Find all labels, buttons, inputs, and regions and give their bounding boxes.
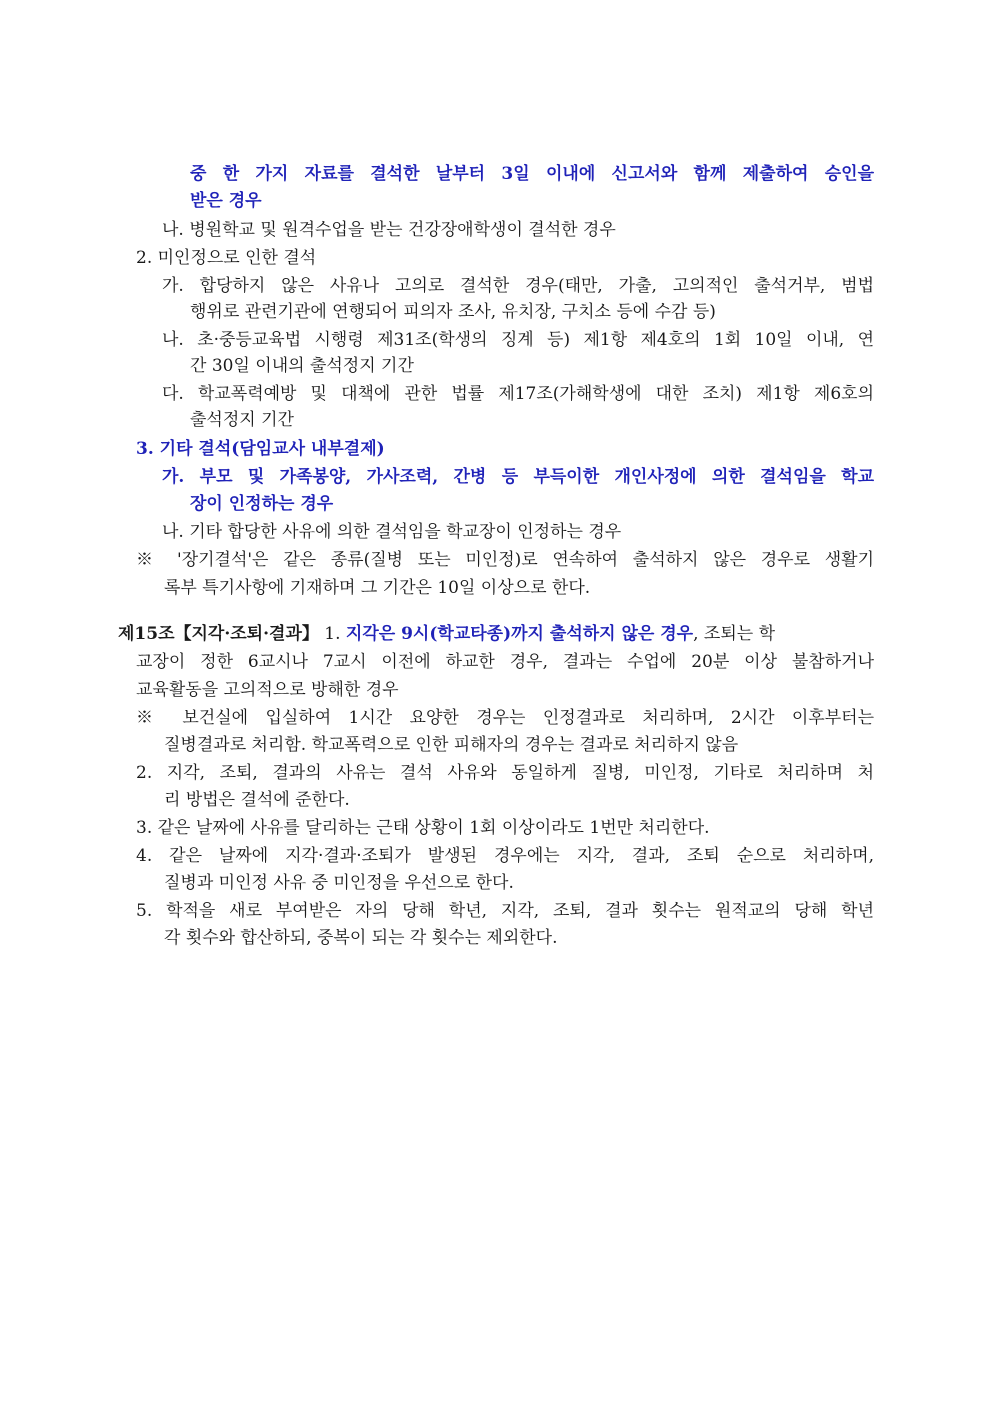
- section-3-item-ga-line-2: 장이 인정하는 경우: [190, 494, 334, 514]
- section-2-heading: 2. 미인정으로 인한 결석: [136, 248, 317, 268]
- section-2-item-na-line-2: 간 30일 이내의 출석정지 기간: [190, 356, 414, 376]
- continued-item-line-2: 받은 경우: [190, 191, 262, 211]
- section-2-item-da-line-1: 다. 학교폭력예방 및 대책에 관한 법률 제17조(가해학생에 대한 조치) 제1항 제6호의: [162, 384, 874, 404]
- section-2-item-da-line-2: 출석정지 기간: [190, 410, 294, 430]
- section-3-item-ga-line-1: 가. 부모 및 가족봉양, 가사조력, 간병 등 부득이한 개인사정에 의한 결석임을 학교: [162, 467, 874, 487]
- health-room-note-line-1: ※ 보건실에 입실하여 1시간 요양한 경우는 인정결과로 처리하며, 2시간 이후부터는: [136, 708, 874, 728]
- health-room-note-line-2: 질병결과로 처리함. 학교폭력으로 인한 피해자의 경우는 결과로 처리하지 않음: [164, 735, 739, 755]
- section-3-item-na: 나. 기타 합당한 사유에 의한 결석임을 학교장이 인정하는 경우: [162, 522, 622, 542]
- article-15-p1-line-3: 교육활동을 고의적으로 방해한 경우: [136, 680, 399, 700]
- article-15-p5-line-2: 각 횟수와 합산하되, 중복이 되는 각 횟수는 제외한다.: [164, 928, 558, 948]
- article-15-label: 제15조【지각·조퇴·결과】: [118, 624, 319, 644]
- article-15-p3: 3. 같은 날짜에 사유를 달리하는 근태 상황이 1회 이상이라도 1번만 처리한다.: [136, 818, 710, 838]
- article-15-p1-line-2: 교장이 정한 6교시나 7교시 이전에 하교한 경우, 결과는 수업에 20분 이상 불참하거나: [136, 652, 874, 672]
- continued-item-line-1: 중 한 가지 자료를 결석한 날부터 3일 이내에 신고서와 함께 제출하여 승인을: [190, 164, 874, 184]
- article-15-p2-line-1: 2. 지각, 조퇴, 결과의 사유는 결석 사유와 동일하게 질병, 미인정, 기타로 처리하며 처: [136, 763, 874, 783]
- article-15-p5-line-1: 5. 학적을 새로 부여받은 자의 당해 학년, 지각, 조퇴, 결과 횟수는 원적교의 당해 학년: [136, 901, 874, 921]
- section-2-item-ga-line-2: 행위로 관련기관에 연행되어 피의자 조사, 유치장, 구치소 등에 수감 등): [190, 302, 716, 322]
- article-15-p4-line-1: 4. 같은 날짜에 지각·결과·조퇴가 발생된 경우에는 지각, 결과, 조퇴 순으로 처리하며,: [136, 846, 874, 866]
- article-15-p1-rest: , 조퇴는 학: [693, 624, 776, 644]
- article-15-p4-line-2: 질병과 미인정 사유 중 미인정을 우선으로 한다.: [164, 873, 514, 893]
- long-absence-note-line-2: 록부 특기사항에 기재하며 그 기간은 10일 이상으로 한다.: [164, 578, 591, 598]
- item-hospital-school: 나. 병원학교 및 원격수업을 받는 건강장애학생이 결석한 경우: [162, 220, 616, 240]
- article-15-p2-line-2: 리 방법은 결석에 준한다.: [164, 790, 350, 810]
- article-15-p1-number: 1.: [324, 624, 341, 644]
- article-15-p1-emphasis: 지각은 9시(학교타종)까지 출석하지 않은 경우: [345, 624, 694, 644]
- section-2-item-ga-line-1: 가. 합당하지 않은 사유나 고의로 결석한 경우(태만, 가출, 고의적인 출석거부, 범법: [162, 276, 874, 296]
- section-2-item-na-line-1: 나. 초·중등교육법 시행령 제31조(학생의 징계 등) 제1항 제4호의 1회 10일 이내, 연: [162, 330, 874, 350]
- article-15-line-1: [118, 621, 874, 647]
- section-3-heading: 3. 기타 결석(담임교사 내부결제): [136, 439, 385, 459]
- long-absence-note-line-1: ※ '장기결석'은 같은 종류(질병 또는 미인정)로 연속하여 출석하지 않은 경우로 생활기: [136, 550, 874, 570]
